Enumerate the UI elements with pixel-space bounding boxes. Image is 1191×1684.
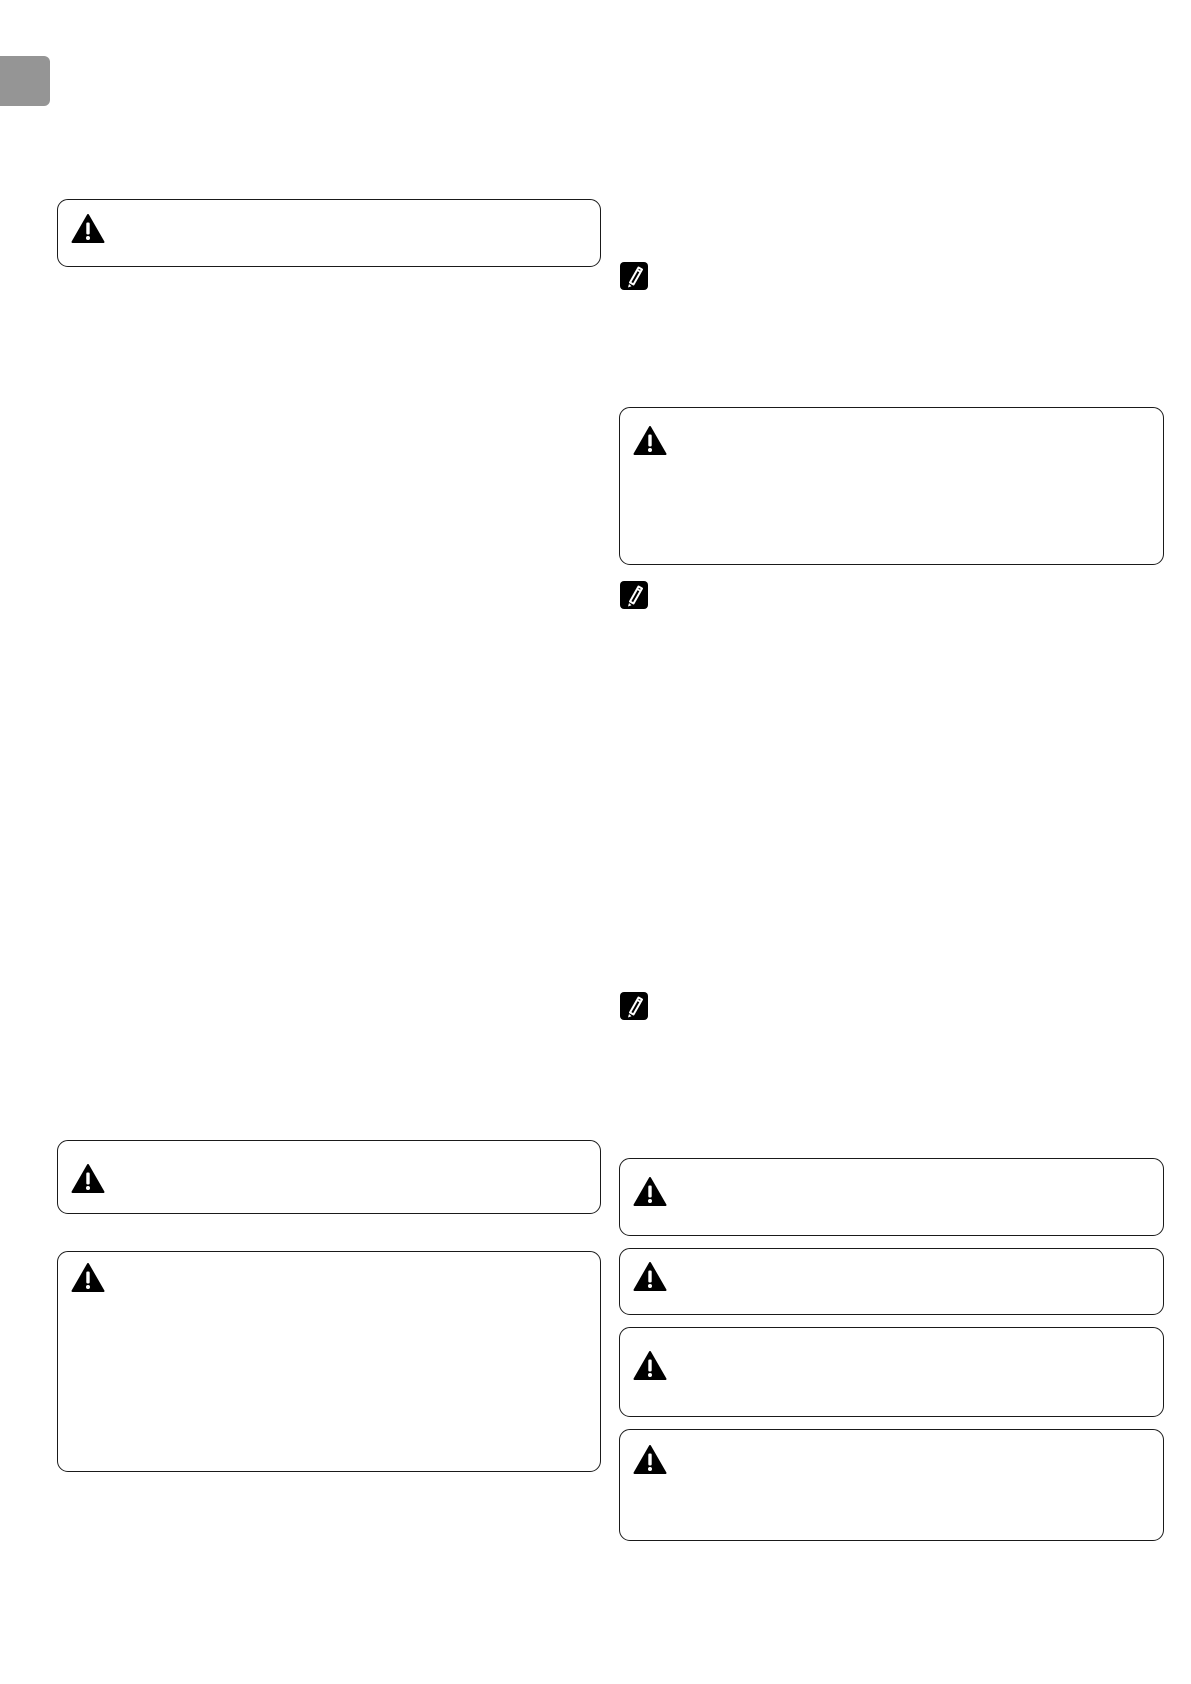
note-pencil-icon — [619, 991, 649, 1021]
warning-box — [619, 1248, 1164, 1315]
warning-triangle-icon — [71, 1163, 105, 1194]
warning-triangle-icon — [71, 1262, 105, 1293]
warning-triangle-icon — [633, 1261, 667, 1292]
warning-triangle-icon — [71, 213, 105, 244]
warning-box — [619, 1158, 1164, 1236]
page-tab-marker — [0, 56, 50, 106]
warning-box — [619, 407, 1164, 565]
warning-triangle-icon — [633, 1176, 667, 1207]
warning-box — [57, 1251, 601, 1472]
warning-triangle-icon — [633, 1350, 667, 1381]
note-pencil-icon — [619, 580, 649, 610]
note-pencil-icon — [619, 261, 649, 291]
warning-box — [619, 1327, 1164, 1417]
warning-box — [57, 1140, 601, 1214]
warning-box — [619, 1429, 1164, 1541]
warning-triangle-icon — [633, 1444, 667, 1475]
warning-box — [57, 199, 601, 267]
warning-triangle-icon — [633, 425, 667, 456]
